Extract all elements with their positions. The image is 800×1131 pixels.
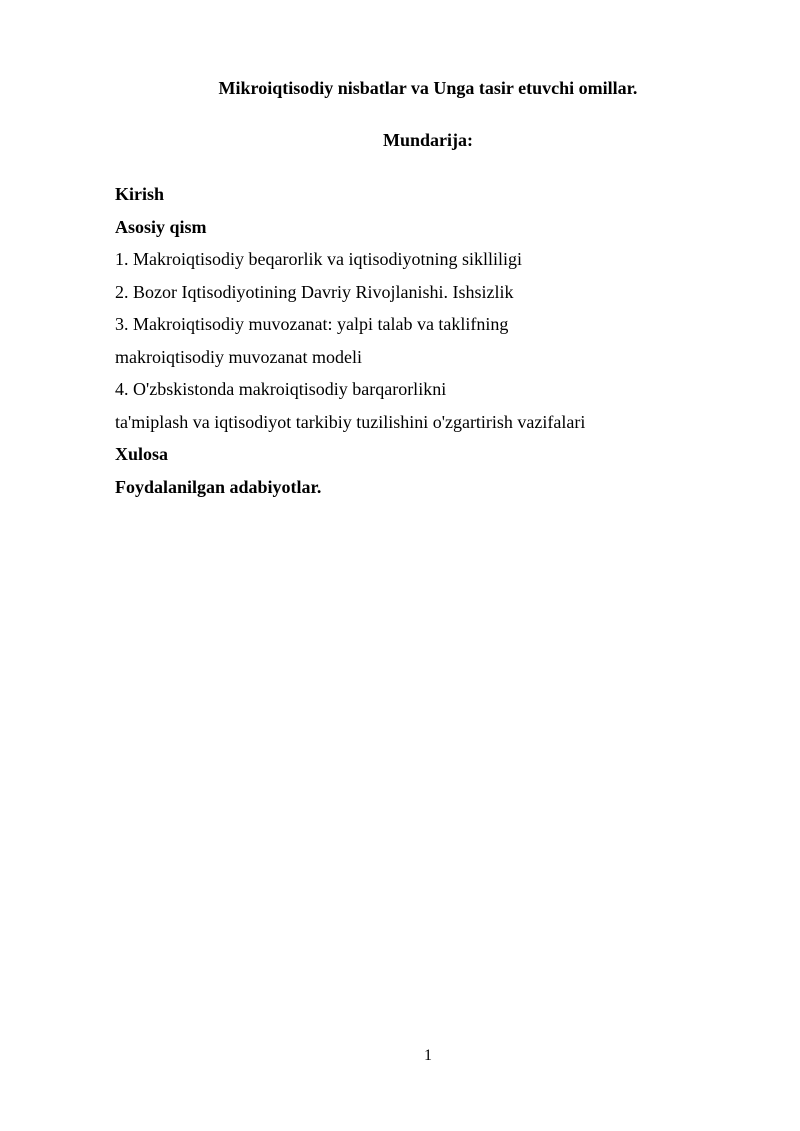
- table-of-contents: [115, 178, 585, 503]
- toc-item-section-1: 1. Makroiqtisodiy beqarorlik va iqtisodiyotning siklliligi: [115, 249, 522, 269]
- toc-heading: Mundarija:: [383, 130, 473, 150]
- toc-item-section-3: 3. Makroiqtisodiy muvozanat: yalpi talab va taklifning: [115, 314, 509, 334]
- page-number: 1: [424, 1047, 432, 1064]
- toc-item-main-part: Asosiy qism: [115, 216, 207, 237]
- toc-item-section-3-continued: makroiqtisodiy muvozanat modeli: [115, 346, 362, 367]
- toc-item-section-4-continued: ta'miplash va iqtisodiyot tarkibiy tuzilishini o'zgartirish vazifalari: [115, 411, 586, 432]
- toc-item-section-2: 2. Bozor Iqtisodiyotining Davriy Rivojlanishi. Ishsizlik: [115, 281, 514, 302]
- toc-item-conclusion: Xulosa: [115, 444, 169, 464]
- document-title: Mikroiqtisodiy nisbatlar va Unga tasir etuvchi omillar.: [218, 78, 638, 98]
- toc-item-introduction: Kirish: [115, 184, 165, 204]
- toc-item-references: Foydalanilgan adabiyotlar.: [115, 476, 322, 497]
- toc-item-section-4: 4. O'zbskistonda makroiqtisodiy barqarorlikni: [115, 379, 447, 399]
